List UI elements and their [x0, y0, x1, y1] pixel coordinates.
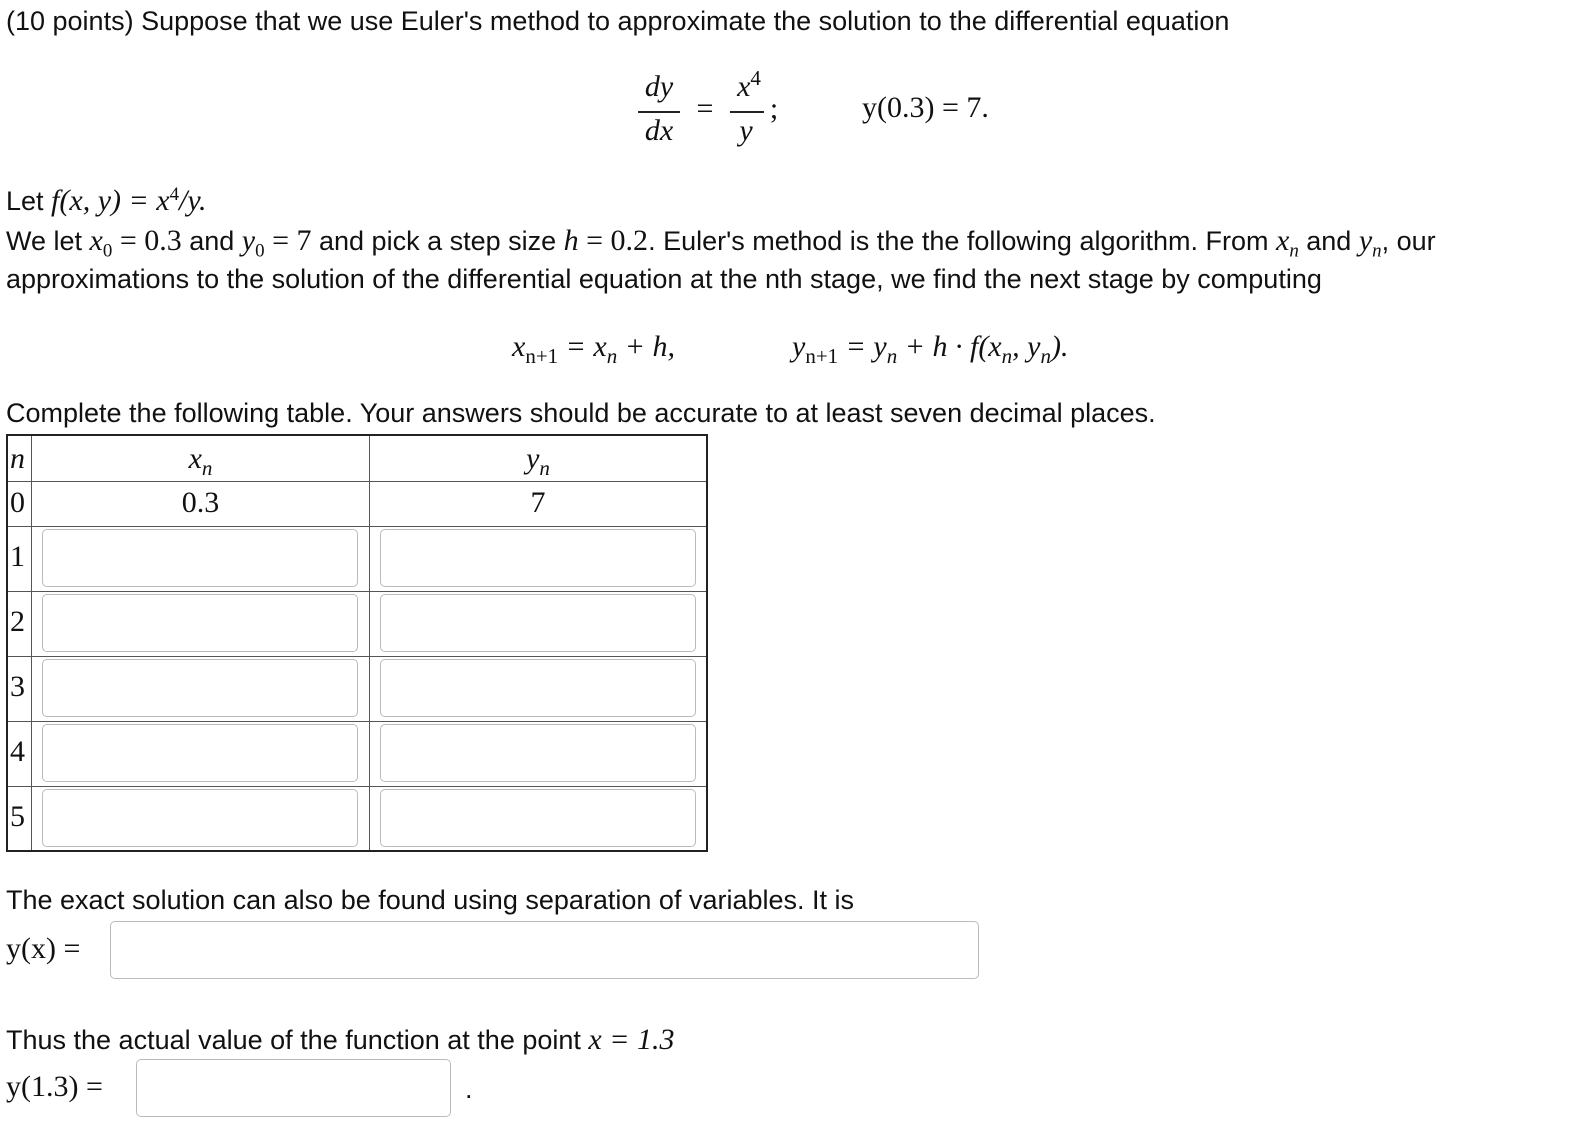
ode-rhs-bar [730, 111, 764, 113]
setup-line-2: approximations to the solution of the differential equation at the nth stage, we find the next stage by computing [6, 264, 1322, 294]
trailing-period: . [465, 1074, 473, 1104]
y1-input[interactable] [380, 529, 696, 587]
header-xn: $x_n$ [188, 442, 213, 480]
row-label-4: 4 [10, 735, 25, 768]
euler-table [6, 434, 708, 852]
y4-input[interactable] [380, 724, 696, 782]
x4-input[interactable] [42, 724, 358, 782]
y0-value: 7 [530, 486, 546, 519]
ode-numerator: dy [644, 70, 674, 103]
x5-input[interactable] [42, 789, 358, 847]
ode-rhs-denominator: y [739, 114, 753, 147]
x3-input[interactable] [42, 659, 358, 717]
actual-value-text: Thus the actual value of the function at the point x = 1.3 [6, 1023, 675, 1056]
header-n: n [10, 442, 25, 475]
y3-input[interactable] [380, 659, 696, 717]
exact-solution-label: y(x) = [6, 932, 81, 965]
ode-fraction-bar [638, 111, 680, 113]
ode-rhs-numerator: $x^4$ [737, 66, 761, 103]
initial-condition: y(0.3) = 7. [862, 91, 989, 124]
row-label-2: 2 [10, 605, 25, 638]
let-f-line: Let f(x, $y) = x^4/y$. [6, 184, 207, 217]
problem-header: (10 points) Suppose that we use Euler's method to approximate the solution to the differential equation [6, 6, 1230, 36]
header-yn: $y_n$ [526, 442, 550, 480]
x0-value: 0.3 [181, 486, 220, 519]
exact-solution-text: The exact solution can also be found using separation of variables. It is [6, 885, 855, 915]
y5-input[interactable] [380, 789, 696, 847]
actual-value-label: y(1.3) = [6, 1070, 103, 1103]
row-label-1: 1 [10, 540, 25, 573]
table-instruction: Complete the following table. Your answers should be accurate to at least seven decimal places. [6, 398, 1156, 428]
ode-denominator: dx [644, 114, 674, 147]
exact-solution-input[interactable] [110, 921, 979, 979]
recurrence-x: $x_{n+1} = x_n + h$, [512, 330, 675, 368]
recurrence-y: $y_{n+1} = y_n + h \cdot f(x_n$, $y_n$). [792, 330, 1069, 368]
row-label-5: 5 [10, 800, 25, 833]
y2-input[interactable] [380, 594, 696, 652]
row-label-3: 3 [10, 670, 25, 703]
actual-value-input[interactable] [136, 1059, 451, 1117]
setup-line: We let $x_0 = 0.3$ and $y_0 = 7$ and pick a step size h = 0.2. Euler's method is the the following algorithm. From $x_n$ and $y_n$, our [6, 224, 1436, 262]
x2-input[interactable] [42, 594, 358, 652]
x1-input[interactable] [42, 529, 358, 587]
row-label-0: 0 [10, 486, 25, 519]
